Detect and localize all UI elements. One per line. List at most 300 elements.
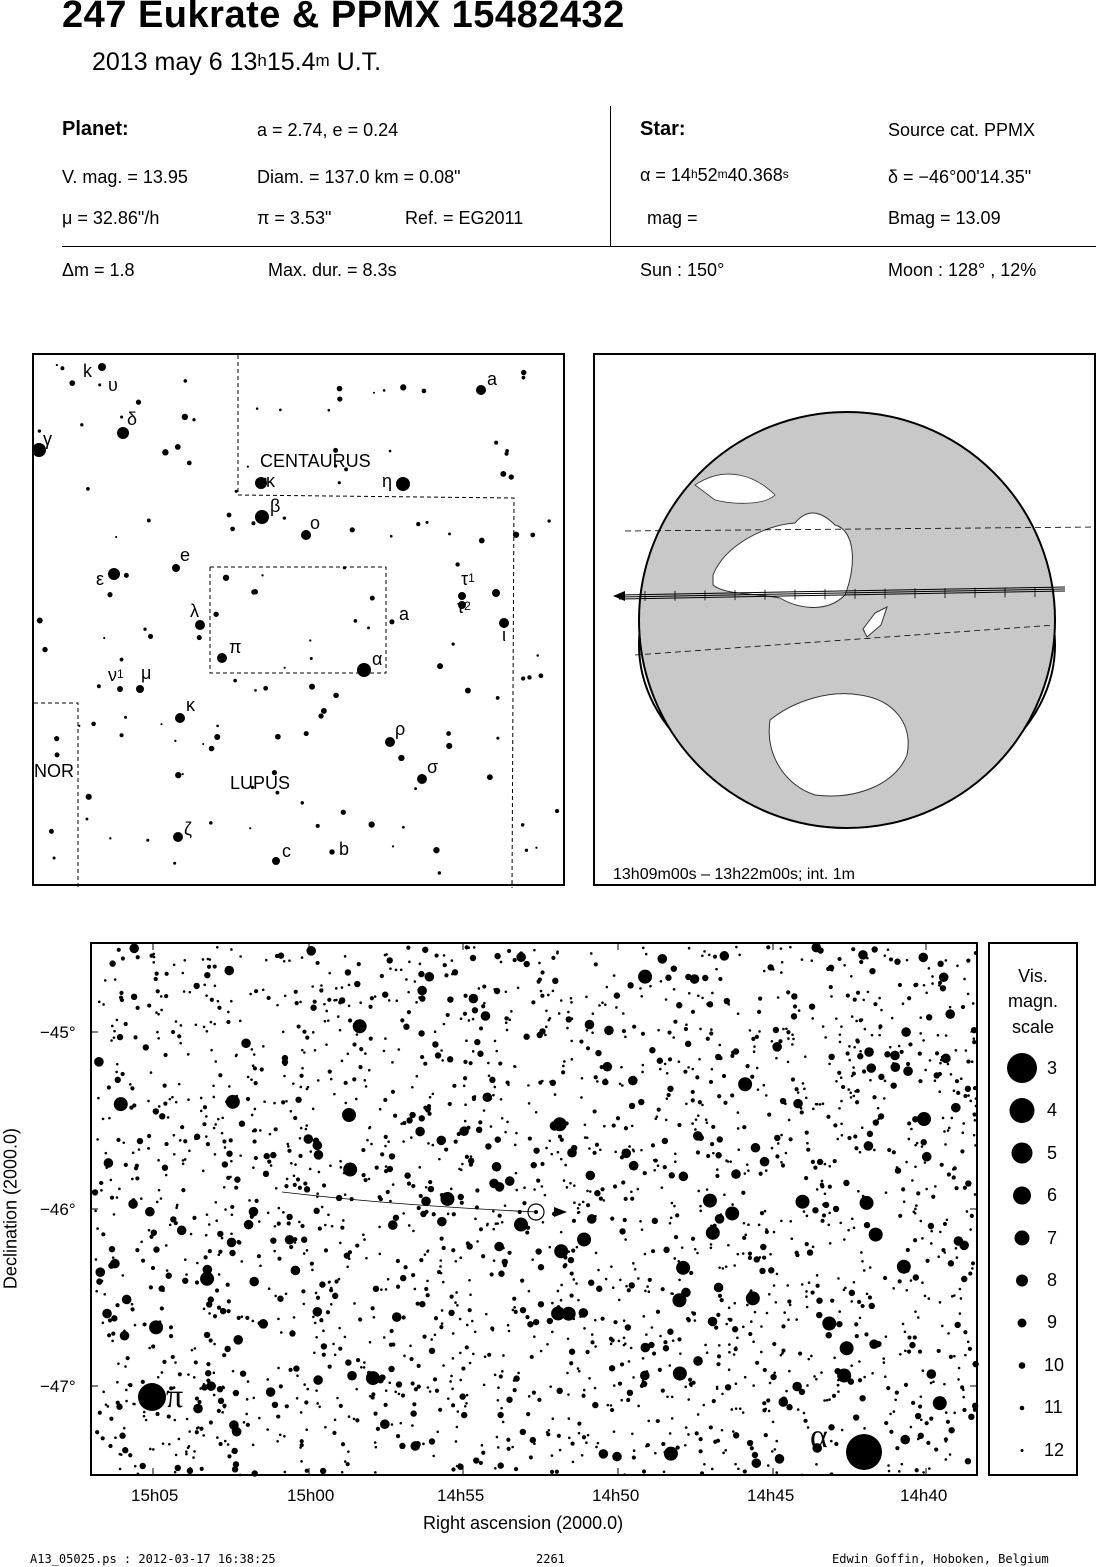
field-star: [934, 1185, 937, 1188]
field-star: [768, 1293, 771, 1296]
field-star: [862, 999, 865, 1002]
field-star: [472, 1018, 475, 1021]
field-star: [157, 1376, 160, 1379]
field-star: [747, 1169, 750, 1172]
field-star: [163, 1102, 167, 1106]
field-star: [837, 1071, 841, 1075]
finder-star: [337, 396, 342, 401]
field-star: [860, 1304, 864, 1308]
field-star: [213, 1343, 216, 1346]
field-star: [188, 1149, 191, 1152]
field-star: [492, 1329, 495, 1332]
field-star: [905, 1161, 908, 1164]
field-star: [780, 947, 783, 950]
field-star: [427, 1386, 430, 1389]
field-star: [668, 1057, 672, 1061]
field-star: [900, 1435, 910, 1445]
nu1-letter: ν: [108, 665, 117, 685]
field-star: [484, 1355, 487, 1358]
field-star: [180, 1125, 184, 1129]
field-star: [212, 1096, 215, 1099]
field-star: [775, 1154, 779, 1158]
field-star: [232, 1370, 235, 1373]
field-star: [401, 1393, 405, 1397]
field-star: [587, 1434, 590, 1437]
field-star: [560, 1158, 563, 1161]
field-star: [387, 1140, 390, 1143]
field-star: [813, 1375, 816, 1378]
field-star: [171, 1096, 174, 1099]
field-star: [733, 1302, 736, 1305]
mag-label-6: 6: [1047, 1185, 1058, 1205]
field-star: [686, 1317, 690, 1321]
field-star: [915, 1468, 919, 1472]
finder-star: [535, 847, 537, 849]
field-star: [816, 1312, 822, 1318]
field-star: [206, 1362, 210, 1366]
field-star: [466, 1324, 469, 1327]
field-star: [853, 1095, 856, 1098]
field-star: [165, 1174, 168, 1177]
field-star: [159, 1113, 165, 1119]
field-star: [620, 1155, 624, 1159]
field-star: [473, 1457, 479, 1463]
field-star: [570, 1001, 573, 1004]
field-star: [490, 1272, 494, 1276]
field-star: [200, 1467, 204, 1471]
chart-label-pi: π: [166, 1378, 184, 1415]
field-star: [259, 1129, 262, 1132]
field-star: [693, 1356, 703, 1366]
field-star: [765, 1094, 768, 1097]
field-star: [342, 1219, 345, 1222]
field-star: [828, 1424, 834, 1430]
field-star: [764, 1408, 767, 1411]
field-star: [733, 1048, 739, 1054]
field-star: [373, 1411, 377, 1415]
date-min: 15.4: [266, 48, 316, 76]
field-star: [555, 1470, 559, 1474]
field-star: [165, 972, 169, 976]
field-star: [837, 1390, 840, 1393]
field-star: [438, 1408, 442, 1412]
field-star: [299, 1137, 302, 1140]
mag-label-5: 5: [1047, 1143, 1058, 1163]
field-star: [884, 1080, 887, 1083]
field-star: [786, 1284, 789, 1287]
field-star: [632, 1262, 635, 1265]
field-star: [468, 1279, 471, 1282]
field-star: [221, 1411, 224, 1414]
field-star: [319, 1318, 323, 1322]
field-star: [757, 1088, 760, 1091]
field-star: [181, 972, 184, 975]
field-star: [102, 1118, 105, 1121]
field-star: [541, 1080, 544, 1083]
field-star: [273, 1250, 276, 1253]
field-star: [113, 1213, 116, 1216]
field-star: [287, 1221, 291, 1225]
field-star: [387, 1278, 390, 1281]
field-star: [530, 1437, 536, 1443]
field-star: [142, 1322, 146, 1326]
field-star: [751, 1037, 755, 1041]
field-star: [450, 1188, 453, 1191]
field-star: [674, 1160, 677, 1163]
field-star: [760, 1244, 766, 1250]
field-star: [105, 1152, 108, 1155]
field-star: [279, 1384, 283, 1388]
field-star: [972, 1112, 976, 1116]
field-star: [465, 1039, 468, 1042]
field-star: [496, 1436, 499, 1439]
field-star: [564, 1164, 567, 1167]
field-star: [566, 1372, 569, 1375]
field-star: [945, 959, 948, 962]
field-star: [676, 1002, 682, 1008]
field-star: [934, 1072, 940, 1078]
globe-panel: [593, 353, 1096, 886]
field-star: [653, 1159, 656, 1162]
field-star: [441, 1059, 444, 1062]
field-star: [538, 962, 541, 965]
field-star: [616, 993, 619, 996]
field-star: [447, 1397, 450, 1400]
field-star: [838, 1107, 841, 1110]
field-star: [709, 1425, 713, 1429]
field-star: [287, 1145, 290, 1148]
field-star: [185, 1453, 188, 1456]
field-star: [474, 1330, 477, 1333]
finder-star: [109, 837, 111, 839]
field-star: [481, 1011, 491, 1021]
field-star: [204, 1332, 210, 1338]
field-star: [713, 1224, 717, 1228]
field-star: [205, 994, 208, 997]
field-star: [403, 1355, 406, 1358]
finder-star: [108, 568, 120, 580]
field-star: [742, 1252, 745, 1255]
field-star: [775, 1301, 778, 1304]
field-star: [869, 1339, 879, 1349]
field-star: [673, 1205, 676, 1208]
field-star: [714, 1325, 718, 1329]
field-star: [299, 1086, 302, 1089]
star-label-epsilon: ε: [96, 569, 105, 589]
field-star: [451, 1467, 455, 1471]
field-star: [878, 1074, 884, 1080]
field-star: [948, 1127, 951, 1130]
field-star: [448, 1102, 452, 1106]
field-star: [569, 1293, 573, 1297]
field-star: [666, 1097, 669, 1100]
field-star: [961, 1276, 967, 1282]
field-star: [863, 1269, 866, 1272]
field-star: [551, 956, 555, 960]
magnitude-dots: [1007, 1053, 1037, 1452]
field-star: [533, 1335, 536, 1338]
field-star: [920, 1418, 923, 1421]
field-star: [848, 1045, 851, 1048]
field-star: [325, 1010, 328, 1013]
finder-star: [182, 773, 184, 775]
field-star: [937, 1349, 941, 1353]
field-star: [760, 1351, 763, 1354]
field-star: [227, 1443, 230, 1446]
field-star: [734, 1463, 737, 1466]
field-star: [339, 1160, 342, 1163]
field-star: [914, 1310, 917, 1313]
field-star: [527, 1084, 530, 1087]
field-star: [156, 1031, 159, 1034]
field-star: [914, 1208, 917, 1211]
field-star: [469, 994, 479, 1004]
field-star: [459, 1379, 462, 1382]
field-star: [806, 1148, 810, 1152]
field-star: [883, 1276, 887, 1280]
field-star: [293, 1365, 299, 1371]
field-star: [762, 1256, 766, 1260]
field-star: [468, 1019, 471, 1022]
star-label-iota: ι: [502, 625, 506, 645]
field-star: [851, 1217, 854, 1220]
field-star: [963, 1186, 967, 1190]
field-star: [175, 1454, 178, 1457]
field-star: [717, 1136, 723, 1142]
field-star: [138, 1148, 141, 1151]
field-star: [628, 1145, 631, 1148]
scale-title-3: scale: [1011, 1017, 1055, 1037]
field-star: [594, 1190, 600, 1196]
field-star: [853, 1046, 856, 1049]
star-label-zeta: ζ: [184, 819, 192, 839]
field-star: [400, 1018, 404, 1022]
field-star: [619, 1083, 622, 1086]
field-star: [331, 1225, 334, 1228]
field-star: [639, 1220, 642, 1223]
field-star: [497, 1399, 500, 1402]
finder-star: [197, 635, 202, 640]
field-star: [443, 963, 447, 967]
field-star: [911, 1401, 915, 1405]
boundary-centaurus: [238, 355, 514, 888]
field-star: [487, 1353, 491, 1357]
field-star: [494, 1467, 497, 1470]
field-star: [226, 1309, 230, 1313]
finder-star: [522, 376, 526, 380]
field-star: [197, 1400, 201, 1404]
field-star: [759, 1268, 765, 1274]
field-star: [124, 1163, 128, 1167]
field-star: [696, 1150, 700, 1154]
field-star: [676, 1261, 690, 1275]
field-star: [239, 955, 242, 958]
field-star: [891, 1062, 901, 1072]
field-star: [160, 995, 163, 998]
field-star: [577, 1422, 581, 1426]
field-star: [206, 1381, 216, 1391]
field-star: [626, 1398, 630, 1402]
field-star: [850, 1364, 853, 1367]
field-star: [618, 1382, 622, 1386]
field-star: [175, 1101, 178, 1104]
field-star: [549, 1080, 552, 1083]
field-star: [230, 1205, 234, 1209]
mag-label-3: 3: [1047, 1058, 1058, 1078]
field-star: [748, 1332, 752, 1336]
field-star: [670, 1292, 673, 1295]
field-star: [919, 1395, 922, 1398]
finder-star: [318, 713, 323, 718]
field-star: [135, 1176, 139, 1180]
field-star: [485, 1143, 491, 1149]
field-star: [387, 957, 393, 963]
field-star: [698, 1058, 701, 1061]
field-star: [227, 1299, 231, 1303]
field-star: [697, 1413, 700, 1416]
field-star: [535, 1248, 541, 1254]
field-star: [781, 1324, 785, 1328]
field-star: [383, 1098, 387, 1102]
field-star: [972, 1403, 978, 1409]
field-star: [696, 1252, 699, 1255]
field-star: [552, 1417, 555, 1420]
field-star: [706, 1037, 710, 1041]
field-star: [619, 1228, 625, 1234]
field-star: [550, 1470, 554, 1474]
field-star: [710, 1028, 713, 1031]
field-star: [754, 1311, 757, 1314]
finder-star: [227, 513, 232, 518]
field-star: [856, 1039, 860, 1043]
field-star: [341, 1442, 345, 1446]
field-star: [274, 1127, 278, 1131]
field-star: [222, 1353, 226, 1357]
field-star: [620, 1399, 623, 1402]
field-star: [946, 1420, 950, 1424]
field-star: [907, 1335, 911, 1339]
field-star: [938, 1090, 941, 1093]
field-star: [677, 1337, 681, 1341]
field-star: [913, 1335, 917, 1339]
field-star: [332, 1343, 335, 1346]
field-star: [770, 1374, 776, 1380]
field-star: [737, 1012, 740, 1015]
scale-title-1: Vis.: [1018, 966, 1048, 986]
field-star: [498, 1271, 504, 1277]
field-star: [314, 1049, 317, 1052]
mag-label-10: 10: [1044, 1355, 1065, 1375]
field-star: [551, 1454, 554, 1457]
field-star: [836, 1138, 839, 1141]
x-tick-15h05: 15h05: [131, 1486, 179, 1505]
field-star: [867, 1131, 873, 1137]
finder-star: [416, 522, 420, 526]
field-star: [578, 1432, 581, 1435]
field-star: [828, 1054, 834, 1060]
field-star: [354, 981, 360, 987]
field-star: [175, 1465, 181, 1471]
field-star: [620, 1362, 624, 1366]
field-star: [162, 1360, 166, 1364]
field-star: [928, 1297, 931, 1300]
field-star: [903, 1033, 906, 1036]
field-star: [560, 1284, 563, 1287]
star-label-e: e: [180, 545, 191, 565]
field-star: [807, 1426, 810, 1429]
field-star: [185, 1450, 188, 1453]
mag-label-11: 11: [1044, 1397, 1063, 1417]
field-star: [217, 1006, 221, 1010]
field-star: [624, 1036, 627, 1039]
field-star: [417, 986, 427, 996]
field-star: [664, 1447, 678, 1461]
finder-star: [54, 736, 59, 741]
star-label-lambda: λ: [190, 601, 199, 621]
field-star: [603, 1199, 606, 1202]
field-star: [883, 1361, 886, 1364]
field-star: [843, 1180, 849, 1186]
field-star: [919, 1032, 922, 1035]
field-star: [363, 1238, 366, 1241]
field-star: [514, 1065, 517, 1068]
field-star: [957, 1378, 960, 1381]
finder-star: [60, 366, 64, 370]
field-star: [937, 1255, 940, 1258]
planet-heading: Planet:: [62, 118, 129, 140]
finder-star: [452, 642, 455, 645]
field-star: [612, 1286, 615, 1289]
field-star: [973, 1037, 976, 1040]
field-star: [221, 1132, 224, 1135]
finder-star: [329, 849, 334, 854]
finder-star: [136, 400, 141, 405]
field-star: [618, 1340, 621, 1343]
field-star: [156, 989, 160, 993]
field-star: [883, 954, 886, 957]
star-dec: δ = −46°00'14.35": [888, 167, 1032, 187]
field-star: [312, 1316, 315, 1319]
field-star: [179, 1139, 182, 1142]
finder-star: [216, 725, 219, 728]
field-star: [949, 1453, 952, 1456]
field-star: [102, 1391, 105, 1394]
field-star: [558, 1134, 562, 1138]
field-star: [656, 1419, 660, 1423]
field-star: [694, 1248, 697, 1251]
field-star: [927, 1369, 937, 1379]
field-star: [667, 1093, 671, 1097]
field-star: [143, 1411, 146, 1414]
field-star: [388, 1366, 394, 1372]
field-star: [931, 975, 934, 978]
field-star: [941, 1325, 944, 1328]
field-star: [791, 1013, 797, 1019]
field-star: [318, 1226, 322, 1230]
field-star: [947, 1172, 951, 1176]
field-star: [208, 1249, 212, 1253]
field-star: [122, 1295, 132, 1305]
field-star: [233, 1390, 239, 1396]
field-star: [699, 1028, 702, 1031]
field-star: [946, 1218, 949, 1221]
finder-star: [148, 634, 153, 639]
field-star: [560, 1299, 563, 1302]
field-star: [801, 1283, 804, 1286]
field-star: [670, 1216, 673, 1219]
field-star: [419, 1194, 423, 1198]
field-star: [247, 1076, 250, 1079]
